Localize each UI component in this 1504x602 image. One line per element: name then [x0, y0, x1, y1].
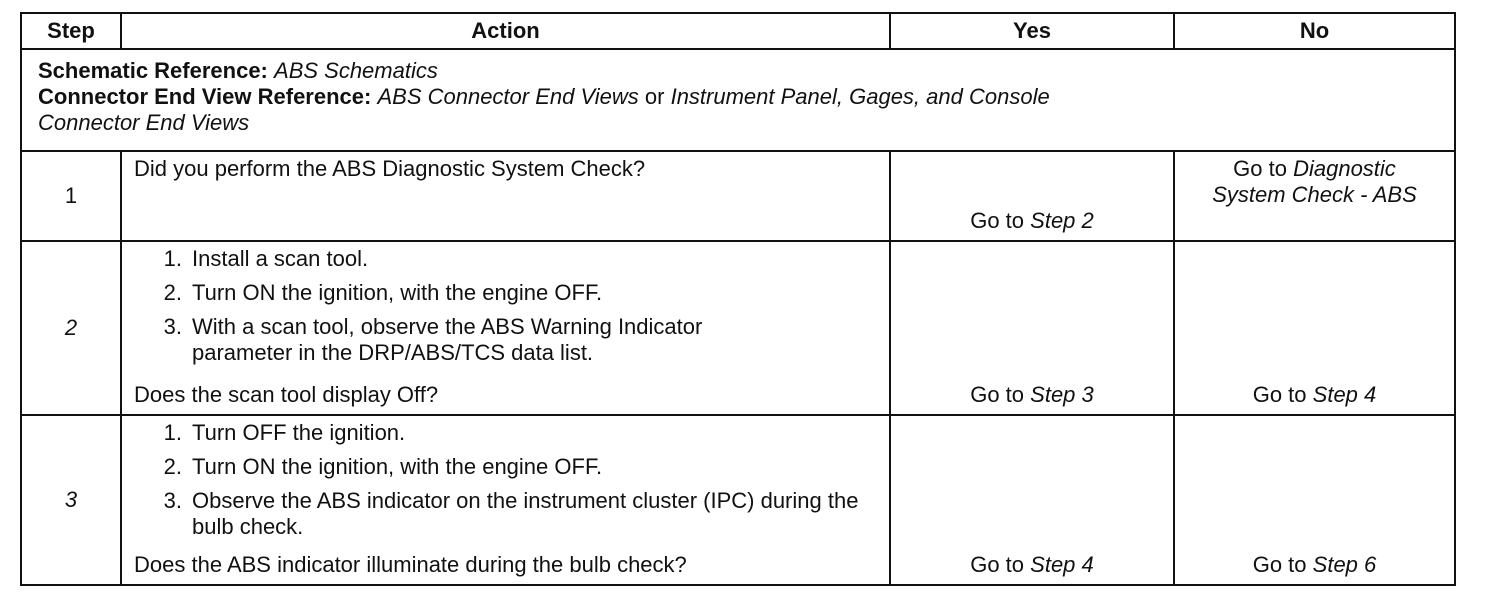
- list-item: 3. With a scan tool, observe the ABS Warning Indicator parameter in the DRP/ABS/TCS data list.: [163, 314, 703, 365]
- list-item: 3. Observe the ABS indicator on the instrument cluster (IPC) during the bulb check.: [163, 488, 859, 539]
- yes-cell: [891, 152, 1175, 240]
- no-cell: [1175, 242, 1454, 414]
- header-step: Step: [22, 14, 122, 48]
- header-action: Action: [122, 14, 891, 48]
- no-cell: [1175, 416, 1454, 584]
- yes-cell: [891, 242, 1175, 414]
- connector-reference: [38, 84, 1438, 110]
- action-question: Does the scan tool display Off?: [134, 382, 439, 407]
- reference-block: [22, 48, 1454, 150]
- connector-reference-link-2[interactable]: Instrument Panel, Gages, and Console: [670, 84, 1050, 109]
- no-goto[interactable]: Go to Step 4: [1252, 382, 1377, 407]
- schematic-reference-link[interactable]: ABS Schematics: [274, 58, 438, 83]
- header-yes: Yes: [891, 14, 1175, 48]
- action-cell: [122, 152, 891, 240]
- yes-cell: [891, 416, 1175, 584]
- list-item: 1. Turn OFF the ignition.: [163, 420, 406, 445]
- yes-goto[interactable]: Go to Step 2: [970, 208, 1094, 233]
- table-row: [22, 240, 1454, 414]
- table-header-row: [22, 14, 1454, 48]
- table-row: [22, 150, 1454, 240]
- step-number: 2: [22, 242, 122, 414]
- action-steps-list: [134, 420, 877, 548]
- step-number: 3: [22, 416, 122, 584]
- table-row: [22, 414, 1454, 584]
- yes-goto[interactable]: Go to Step 4: [970, 552, 1094, 577]
- list-item: 1. Install a scan tool.: [163, 246, 369, 271]
- connector-reference-link-2-cont[interactable]: Connector End Views: [38, 110, 250, 135]
- action-question: Did you perform the ABS Diagnostic System Check?: [134, 156, 646, 181]
- header-no: No: [1299, 18, 1330, 43]
- step-number: 1: [22, 152, 122, 240]
- action-question: Does the ABS indicator illuminate during the bulb check?: [134, 552, 687, 577]
- yes-goto[interactable]: Go to Step 3: [970, 382, 1094, 407]
- connector-reference-label: Connector End View Reference:: [38, 84, 372, 109]
- list-item: 2. Turn ON the ignition, with the engine OFF.: [163, 454, 603, 479]
- list-item: 2. Turn ON the ignition, with the engine OFF.: [163, 280, 603, 305]
- connector-reference-or: or: [644, 84, 665, 109]
- no-goto[interactable]: Go to Diagnostic System Check - ABS: [1212, 156, 1417, 207]
- schematic-reference: [38, 58, 1438, 84]
- schematic-reference-label: Schematic Reference:: [38, 58, 268, 83]
- action-cell: [122, 416, 891, 584]
- action-steps-list: [134, 246, 877, 374]
- no-cell: [1175, 152, 1454, 240]
- diagnostic-table: [20, 12, 1456, 586]
- action-cell: [122, 242, 891, 414]
- no-goto[interactable]: Go to Step 6: [1252, 552, 1377, 577]
- connector-reference-link-1[interactable]: ABS Connector End Views: [377, 84, 639, 109]
